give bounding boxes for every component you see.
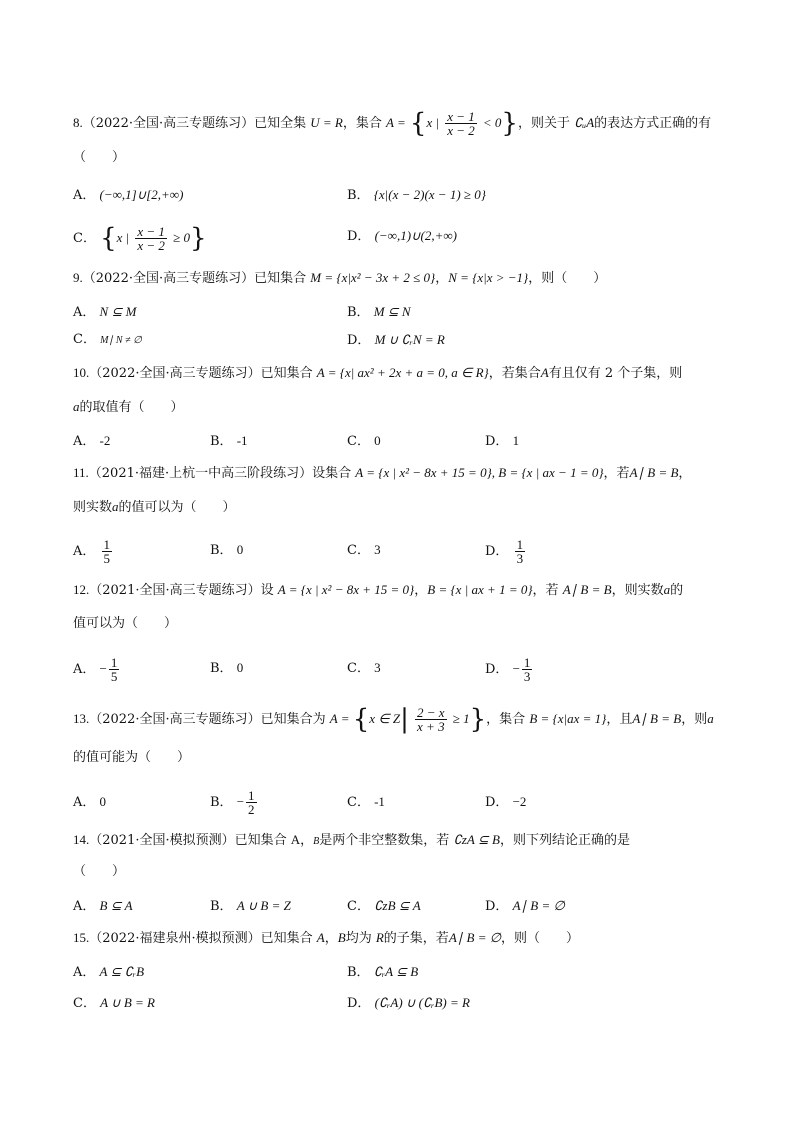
option-13c: C． -1 bbox=[347, 794, 385, 810]
question-9-stem: 9.（2022·全国·高三专题练习）已知集合 M = {x|x² − 3x + 2 ≤ 0}，N = {x|x > −1}，则（ ） bbox=[73, 270, 607, 286]
option-15d: D． (∁ᵣA) ∪ (∁ᵣB) = R bbox=[347, 995, 470, 1011]
option-12b: B． 0 bbox=[210, 660, 244, 676]
fraction: $\frac{x - 1}{x - 2}$ bbox=[447, 109, 475, 138]
option-15b: B． ∁ᵣA ⊆ B bbox=[347, 964, 419, 980]
option-8d: D． (−∞,1)∪(2,+∞) bbox=[347, 228, 457, 244]
fraction: $\frac{x - 1}{x - 2}$ bbox=[137, 224, 165, 253]
option-13d: D． −2 bbox=[485, 794, 527, 810]
option-8a: A． (−∞,1]∪[2,+∞) bbox=[73, 187, 184, 203]
option-14c: C． ∁ᴢB ⊆ A bbox=[347, 898, 421, 914]
option-15a: A． A ⊆ ∁ᵣB bbox=[73, 964, 145, 980]
option-12d: D． − $\frac{1}{3}$ bbox=[485, 655, 531, 684]
option-14a: A． B ⊆ A bbox=[73, 898, 133, 914]
question-8-stem: 8.（2022·全国·高三专题练习）已知全集 U = R，集合 A = {x | $\frac{x - 1}{x - 2}$ < 0}，则关于 ∁ᵤA的表达方式正确的有 bbox=[73, 108, 712, 139]
question-10-stem: 10.（2022·全国·高三专题练习）已知集合 A = {x| ax² + 2x + a = 0, a ∈ R}，若集合A有且仅有 2 个子集，则 bbox=[73, 365, 683, 381]
question-13-line2: 的值可能为（ ） bbox=[73, 750, 191, 765]
question-13-stem: 13.（2022·全国·高三专题练习）已知集合为 A = {x ∈ Z| $\frac{2 - x}{x + 3}$ ≥ 1}，集合 B = {x|ax = 1}，且A∣ B = B，则a bbox=[73, 704, 714, 735]
option-9a: A． N ⊆ M bbox=[73, 304, 137, 320]
option-11a: A． $\frac{1}{5}$ bbox=[73, 537, 111, 566]
option-13b: B． − $\frac{1}{2}$ bbox=[210, 788, 255, 817]
option-10b: B． -1 bbox=[210, 433, 248, 449]
option-11d: D． $\frac{1}{3}$ bbox=[485, 537, 524, 566]
option-11b: B． 0 bbox=[210, 542, 244, 558]
option-8b: B． {x|(x − 2)(x − 1) ≥ 0} bbox=[347, 187, 486, 203]
question-11-line2: 则实数a的值可以为（ ） bbox=[73, 499, 236, 515]
option-11c: C． 3 bbox=[347, 542, 381, 558]
option-9c: C． M∣ N ≠ ∅ bbox=[73, 332, 142, 347]
question-10-line2: a的取值有（ ） bbox=[73, 399, 184, 415]
option-9d: D． M ∪ ∁ᵣN = R bbox=[347, 332, 445, 348]
option-14b: B． A ∪ B = Z bbox=[210, 898, 291, 914]
option-13a: A． 0 bbox=[73, 794, 107, 810]
question-12-stem: 12.（2021·全国·高三专题练习）设 A = {x | x² − 8x + 15 = 0}，B = {x | ax + 1 = 0}，若 A∣ B = B，则实数a的 bbox=[73, 582, 684, 598]
question-12-line2: 值可以为（ ） bbox=[73, 616, 178, 631]
option-8c: C． {x | $\frac{x - 1}{x - 2}$ ≥ 0} bbox=[73, 223, 207, 254]
option-10d: D． 1 bbox=[485, 433, 520, 449]
question-8-paren: （ ） bbox=[73, 150, 126, 165]
fraction: $\frac{2 - x}{x + 3}$ bbox=[417, 705, 445, 734]
option-15c: C． A ∪ B = R bbox=[73, 995, 155, 1011]
option-10c: C． 0 bbox=[347, 433, 381, 449]
question-15-stem: 15.（2022·福建泉州·模拟预测）已知集合 A，B均为 R的子集，若A∣ B = ∅，则（ ） bbox=[73, 930, 580, 946]
option-10a: A． -2 bbox=[73, 433, 111, 449]
option-9b: B． M ⊆ N bbox=[347, 304, 411, 320]
option-12a: A． − $\frac{1}{5}$ bbox=[73, 655, 118, 684]
question-14-paren: （ ） bbox=[73, 864, 126, 879]
option-12c: C． 3 bbox=[347, 660, 381, 676]
question-14-stem: 14.（2021·全国·模拟预测）已知集合 A，B是两个非空整数集，若 ∁ᴢA ⊆ B，则下列结论正确的是 bbox=[73, 832, 630, 848]
question-11-stem: 11.（2021·福建·上杭一中高三阶段练习）设集合 A = {x | x² − 8x + 15 = 0}, B = {x | ax − 1 = 0}，若A∣ B = B， bbox=[73, 465, 692, 481]
option-14d: D． A∣ B = ∅ bbox=[485, 898, 565, 914]
